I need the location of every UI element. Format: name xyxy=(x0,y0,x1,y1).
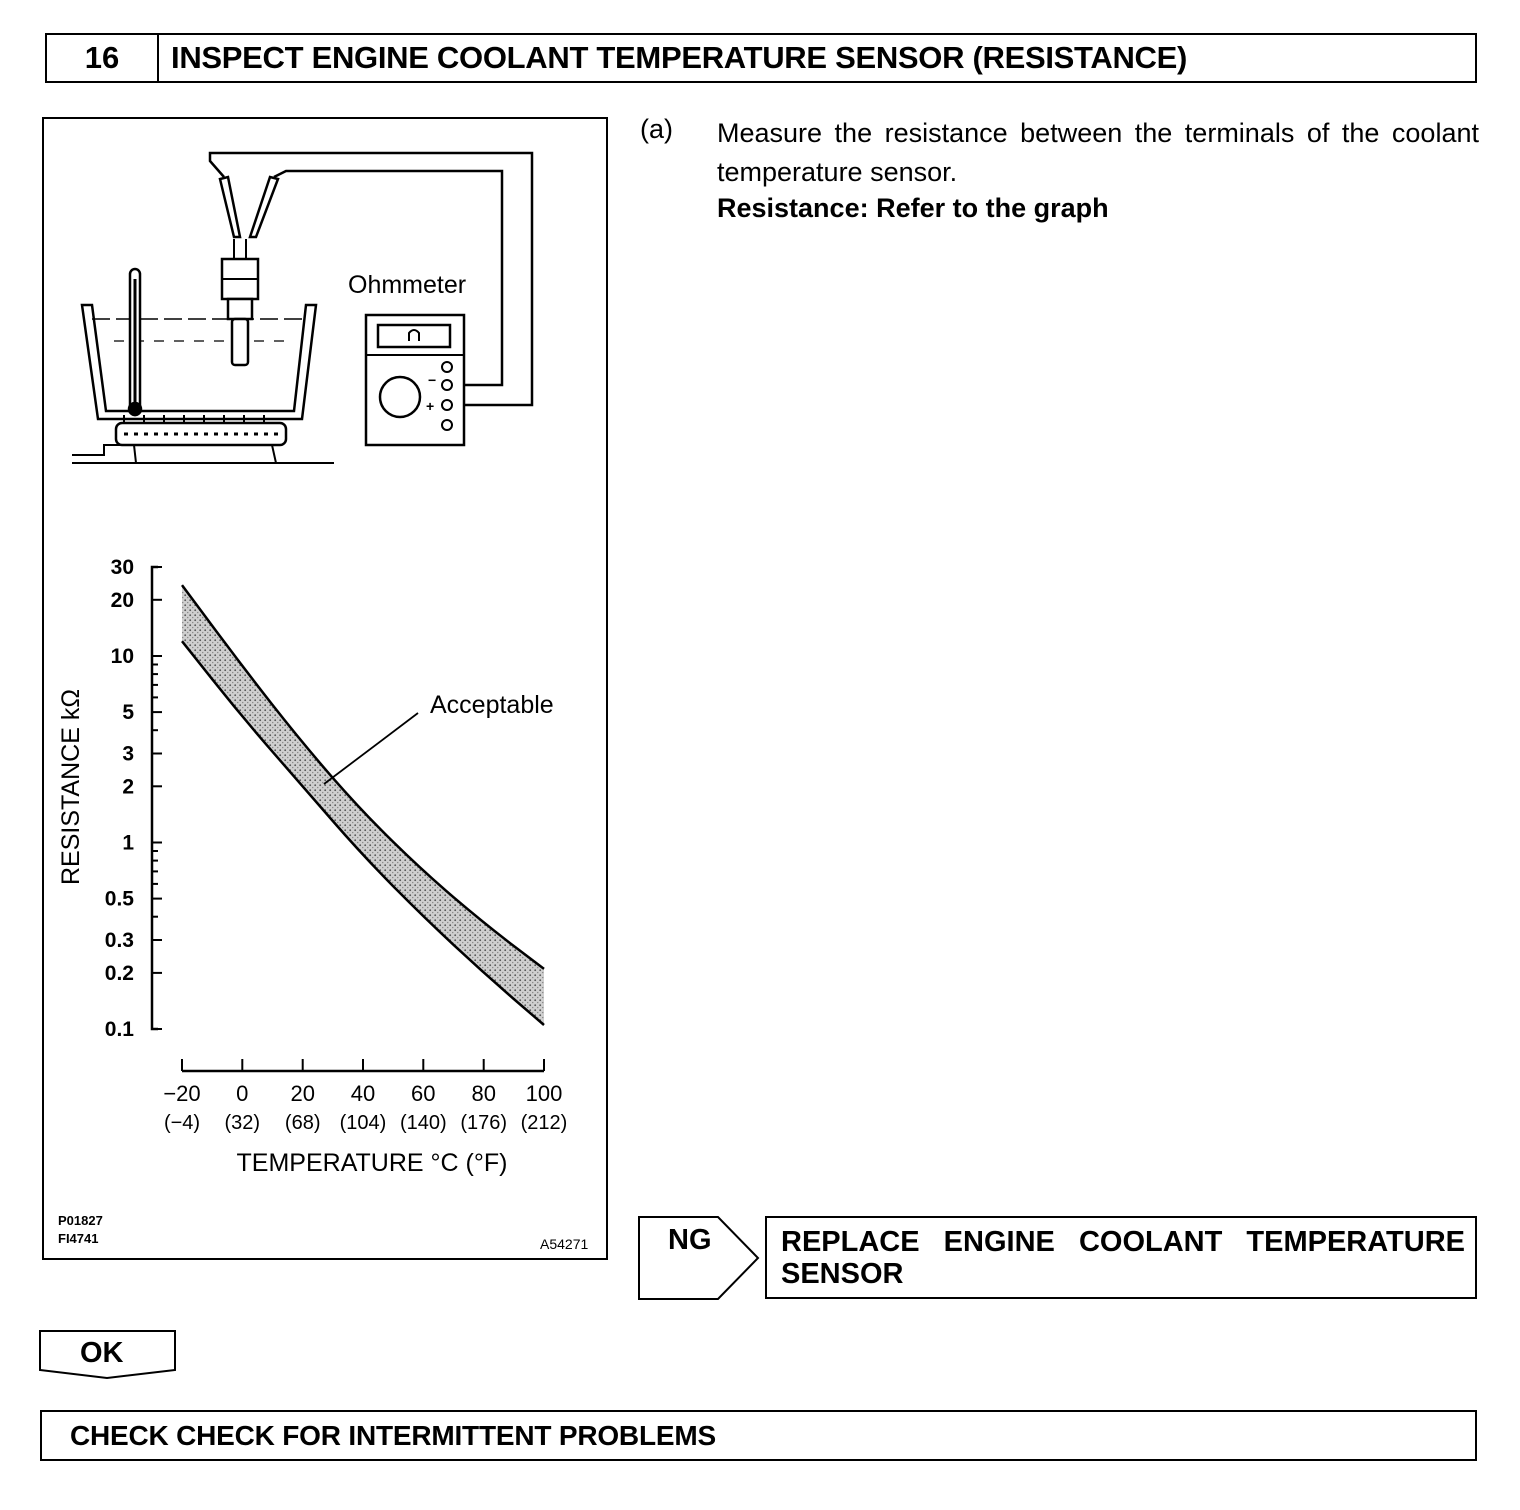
x-axis-ticks xyxy=(182,1059,544,1071)
coolant-sensor-icon xyxy=(222,239,258,365)
resistance-chart xyxy=(57,556,567,1177)
step-header xyxy=(45,33,1477,83)
thermometer-icon xyxy=(129,269,141,415)
x-tick-sublabel: (68) xyxy=(284,1112,321,1134)
x-tick-sublabel: (32) xyxy=(224,1112,261,1134)
resistance-spec: Resistance: Refer to the graph xyxy=(717,193,1109,223)
y-tick-label: 0.3 xyxy=(104,929,134,952)
y-tick-label: 20 xyxy=(110,588,134,612)
step-number: 16 xyxy=(47,35,159,81)
y-tick-label: 5 xyxy=(122,701,134,725)
water-bath-icon xyxy=(82,305,316,419)
final-check-box xyxy=(40,1410,1477,1461)
acceptable-band xyxy=(182,585,544,1025)
x-axis-label: TEMPERATURE °C (°F) xyxy=(236,1149,508,1177)
figure-code-1: P01827 xyxy=(58,1213,103,1228)
step-title: INSPECT ENGINE COOLANT TEMPERATURE SENSOR (RESISTANCE) xyxy=(171,40,1188,75)
ng-action-box xyxy=(765,1216,1477,1299)
y-axis-tick-labels xyxy=(105,556,135,1041)
x-tick-label: 0 xyxy=(236,1081,249,1106)
ohmmeter-icon xyxy=(366,315,464,445)
y-tick-label: 0.2 xyxy=(104,961,134,985)
y-tick-label: 10 xyxy=(110,645,134,668)
y-tick-label: 1 xyxy=(122,831,134,855)
figure-code-2: FI4741 xyxy=(58,1231,99,1246)
figure-id: A54271 xyxy=(540,1236,589,1252)
probe-right-icon xyxy=(250,177,278,237)
instruction-text: Measure the resistance between the terminals of the coolant temperature sensor. xyxy=(717,118,1479,187)
final-check-text: CHECK CHECK FOR INTERMITTENT PROBLEMS xyxy=(70,1419,716,1451)
heater-icon xyxy=(72,415,334,463)
x-tick-label: 20 xyxy=(290,1081,315,1106)
upper-limit-line xyxy=(182,585,544,969)
y-tick-label: 0.5 xyxy=(104,887,134,911)
y-tick-label: 3 xyxy=(122,742,134,766)
y-axis xyxy=(152,567,158,1029)
probe-left-icon xyxy=(220,177,240,237)
instruction-letter: (a) xyxy=(640,114,673,144)
x-tick-sublabel: (−4) xyxy=(163,1112,201,1134)
meter-plus-label: + xyxy=(426,398,435,414)
x-tick-label: −20 xyxy=(163,1081,201,1106)
x-tick-label: 100 xyxy=(525,1081,563,1106)
annotation-leader xyxy=(324,713,418,784)
ohmmeter-label: Ohmmeter xyxy=(348,271,467,299)
figure-panel xyxy=(42,117,608,1260)
x-tick-sublabel: (104) xyxy=(339,1112,387,1134)
y-tick-label: 30 xyxy=(110,556,134,579)
ng-action-text: REPLACE ENGINE COOLANT TEMPERATURE SENSOR xyxy=(781,1226,1465,1290)
x-tick-sublabel: (176) xyxy=(460,1112,508,1134)
ng-label: NG xyxy=(668,1224,712,1256)
x-tick-label: 80 xyxy=(471,1081,496,1106)
y-axis-label: RESISTANCE kΩ xyxy=(57,688,85,886)
figure-svg xyxy=(44,119,606,1258)
x-tick-sublabel: (140) xyxy=(399,1112,447,1134)
x-tick-label: 40 xyxy=(350,1081,376,1106)
sensor-test-illustration xyxy=(72,153,532,463)
x-tick-label: 60 xyxy=(411,1081,436,1106)
x-axis-fahrenheit-labels xyxy=(164,1112,567,1134)
y-tick-label: 0.1 xyxy=(104,1018,134,1041)
y-tick-label: 2 xyxy=(122,775,134,799)
y-axis-ticks xyxy=(152,567,162,1029)
x-axis-tick-labels xyxy=(163,1081,562,1106)
acceptable-annotation: Acceptable xyxy=(430,691,554,719)
x-tick-sublabel: (212) xyxy=(520,1112,568,1134)
ok-label: OK xyxy=(80,1337,124,1369)
meter-minus-label: − xyxy=(428,372,437,388)
